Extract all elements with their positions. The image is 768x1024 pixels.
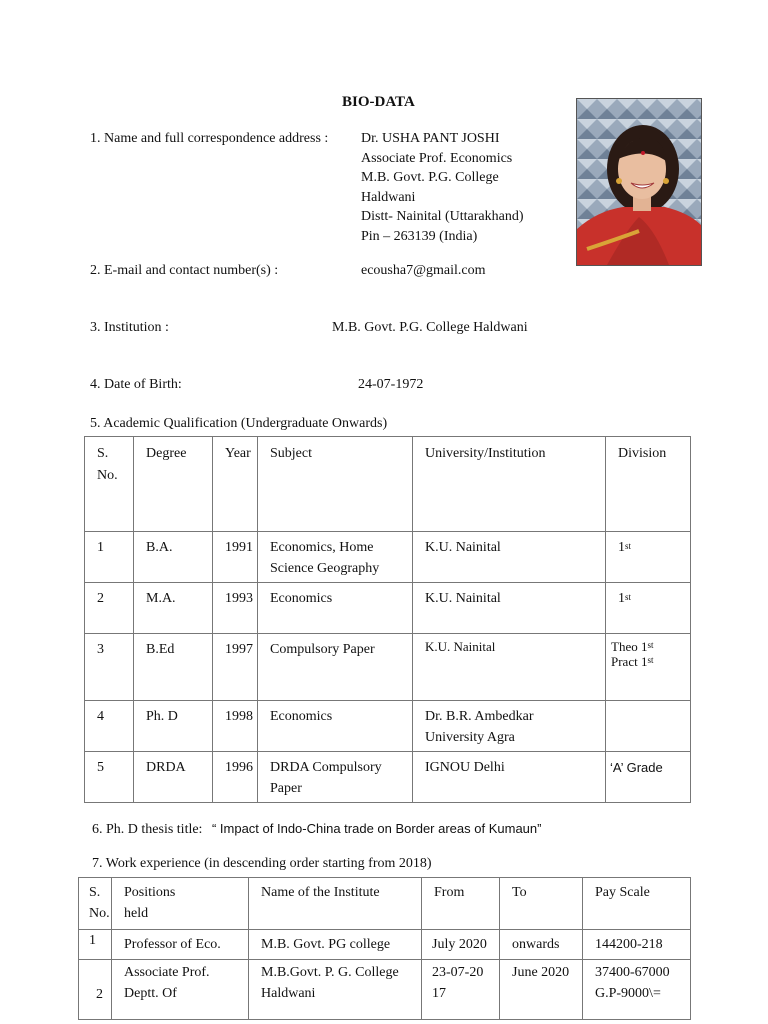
header-degree: Degree — [134, 437, 213, 532]
cell-sno: 2 — [85, 583, 134, 634]
cell-degree: M.A. — [134, 583, 213, 634]
dob-value: 24-07-1972 — [358, 377, 424, 392]
email-label: 2. E-mail and contact number(s) : — [90, 263, 279, 278]
cell-payscale: 144200-218 — [583, 930, 691, 960]
table-header-row — [79, 878, 691, 930]
table-row — [85, 583, 691, 634]
header-to: To — [500, 878, 583, 930]
cell-division: 1st — [606, 532, 691, 583]
cell-degree: DRDA — [134, 752, 213, 803]
profile-photo — [576, 98, 702, 266]
cell-university: IGNOU Delhi — [413, 752, 606, 803]
table-row — [85, 701, 691, 752]
cell-sno: 3 — [85, 634, 134, 701]
header-subject: Subject — [258, 437, 413, 532]
cell-subject: Compulsory Paper — [258, 634, 413, 701]
cell-to: June 2020 — [500, 960, 583, 1020]
cell-university: Dr. B.R. Ambedkar University Agra — [413, 701, 606, 752]
address-line-city: Haldwani — [361, 189, 416, 205]
table-row — [85, 532, 691, 583]
header-positions: Positions held — [112, 878, 249, 930]
thesis-label: 6. Ph. D thesis title: — [92, 822, 203, 837]
header-division: Division — [606, 437, 691, 532]
cell-degree: Ph. D — [134, 701, 213, 752]
cell-to: onwards — [500, 930, 583, 960]
work-heading: 7. Work experience (in descending order starting from 2018) — [92, 856, 432, 871]
institution-label: 3. Institution : — [90, 320, 169, 335]
cell-university: K.U. Nainital — [413, 532, 606, 583]
header-university: University/Institution — [413, 437, 606, 532]
thesis-row — [92, 819, 541, 840]
table-row — [85, 752, 691, 803]
portrait-illustration — [577, 99, 701, 265]
thesis-title: “ Impact of Indo-China trade on Border areas of Kumaun” — [211, 821, 542, 836]
table-row — [79, 960, 691, 1020]
cell-position: Professor of Eco. — [112, 930, 249, 960]
correspondence-address — [361, 129, 524, 246]
cell-university: K.U. Nainital — [413, 583, 606, 634]
cell-year: 1996 — [213, 752, 258, 803]
academic-heading: 5. Academic Qualification (Undergraduate Onwards) — [90, 416, 388, 431]
cell-year: 1997 — [213, 634, 258, 701]
header-from: From — [422, 878, 500, 930]
cell-division: 1st — [606, 583, 691, 634]
cell-year: 1993 — [213, 583, 258, 634]
cell-division: Theo 1st Pract 1st — [606, 634, 691, 701]
address-line-district: Distt- Nainital (Uttarakhand) — [361, 209, 524, 224]
cell-sno: 5 — [85, 752, 134, 803]
dob-label: 4. Date of Birth: — [90, 377, 182, 392]
address-line-college: M.B. Govt. P.G. College — [361, 170, 499, 185]
cell-year: 1991 — [213, 532, 258, 583]
page-title: BIO-DATA — [342, 94, 415, 110]
cell-subject: Economics — [258, 583, 413, 634]
header-payscale: Pay Scale — [583, 878, 691, 930]
cell-subject: DRDA Compulsory Paper — [258, 752, 413, 803]
academic-qualification-table — [84, 436, 691, 803]
institution-value: M.B. Govt. P.G. College Haldwani — [332, 320, 528, 335]
cell-payscale: 37400-67000 G.P-9000\= — [583, 960, 691, 1020]
cell-sno: 4 — [85, 701, 134, 752]
cell-subject: Economics — [258, 701, 413, 752]
table-header-row — [85, 437, 691, 532]
cell-year: 1998 — [213, 701, 258, 752]
address-line-name: Dr. USHA PANT JOSHI — [361, 131, 500, 146]
cell-sno: 1 — [79, 930, 112, 960]
header-year: Year — [213, 437, 258, 532]
address-line-designation: Associate Prof. Economics — [361, 150, 513, 166]
header-sno: S. No. — [85, 437, 134, 532]
cell-institute: M.B.Govt. P. G. College Haldwani — [249, 960, 422, 1020]
cell-university: K.U. Nainital — [413, 634, 606, 701]
email-value: ecousha7@gmail.com — [361, 263, 486, 278]
cell-sno: 2 — [79, 960, 112, 1020]
cell-institute: M.B. Govt. PG college — [249, 930, 422, 960]
cell-division: ‘A’ Grade — [606, 752, 691, 803]
cell-degree: B.Ed — [134, 634, 213, 701]
header-sno: S. No. — [79, 878, 112, 930]
cell-sno: 1 — [85, 532, 134, 583]
address-line-pin: Pin – 263139 (India) — [361, 228, 478, 244]
cell-division — [606, 701, 691, 752]
name-address-label: 1. Name and full correspondence address : — [90, 131, 329, 146]
cell-degree: B.A. — [134, 532, 213, 583]
work-experience-table — [78, 877, 691, 1020]
cell-from: July 2020 — [422, 930, 500, 960]
cell-subject: Economics, Home Science Geography — [258, 532, 413, 583]
cell-position: Associate Prof. Deptt. Of — [112, 960, 249, 1020]
cell-from: 23-07-20 17 — [422, 960, 500, 1020]
table-row — [85, 634, 691, 701]
header-institute: Name of the Institute — [249, 878, 422, 930]
table-row — [79, 930, 691, 960]
